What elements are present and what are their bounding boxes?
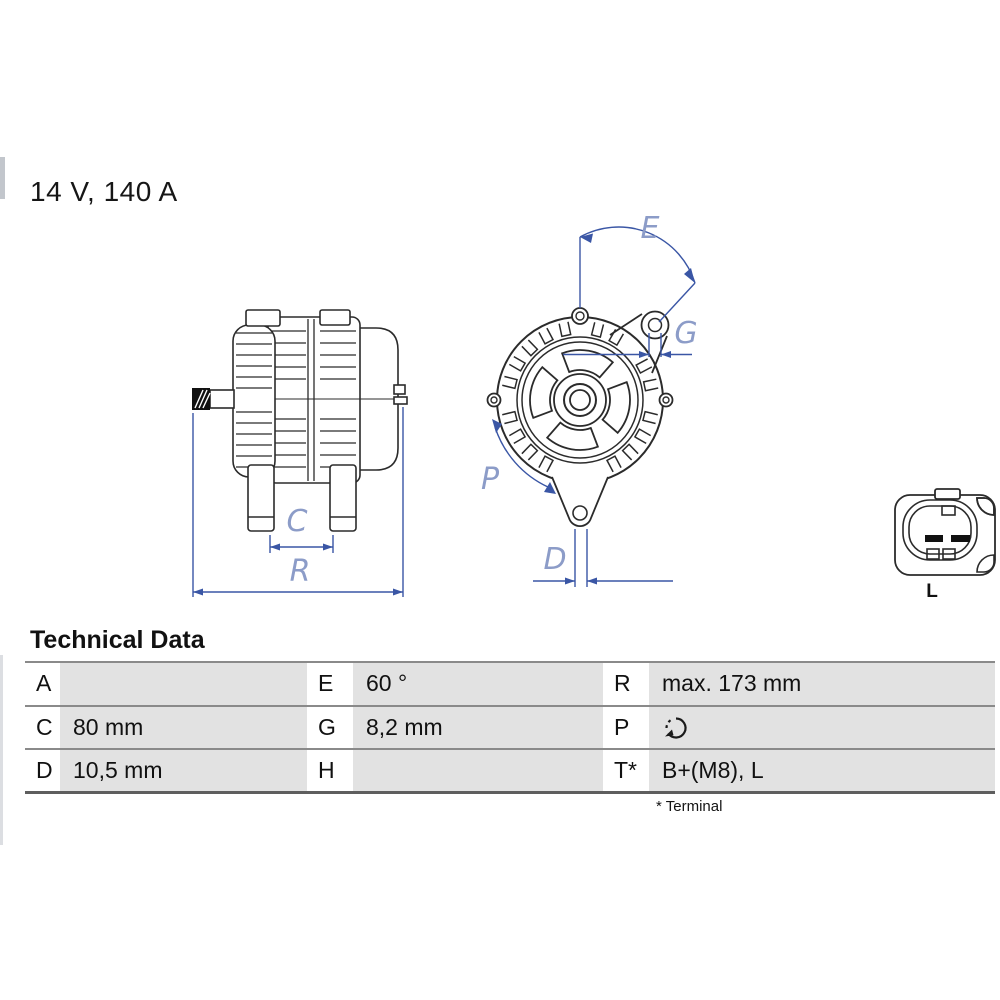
- dim-label-cell-a: A: [25, 663, 60, 705]
- table-row: [25, 750, 995, 794]
- dim-label-c: C: [286, 504, 308, 539]
- rating-text: 14 V, 140 A: [30, 176, 178, 207]
- dim-label-cell-r: R: [603, 663, 649, 705]
- dim-value-cell-a: [60, 663, 307, 705]
- dim-label-d: D: [543, 542, 567, 577]
- dim-value-cell-h: [353, 750, 603, 791]
- dim-label-p: P: [480, 462, 500, 497]
- technical-data-title: Technical Data: [30, 626, 205, 654]
- terminal-l-label: L: [926, 581, 938, 602]
- dim-label-e: E: [640, 211, 660, 246]
- dim-value-cell-g: 8,2 mm: [353, 707, 603, 749]
- dim-label-cell-d: D: [25, 750, 60, 791]
- page-edge-artifact: [0, 655, 3, 845]
- terminal-footnote: * Terminal: [656, 798, 723, 815]
- dim-label-cell-h: H: [307, 750, 353, 791]
- fan: [530, 350, 630, 450]
- mounting-foot-right: [330, 465, 356, 531]
- connector-top-tab: [935, 489, 960, 499]
- dim-label-cell-e: E: [307, 663, 353, 705]
- dim-value-cell-r: max. 173 mm: [649, 663, 995, 705]
- dim-label-cell-t: T*: [603, 750, 649, 791]
- page-edge-artifact: [0, 157, 5, 199]
- technical-data-table: [25, 661, 995, 794]
- shaft: [210, 390, 234, 408]
- pulley: [233, 325, 275, 477]
- pin-1: [925, 535, 943, 542]
- mounting-lug-top-left: [246, 310, 280, 326]
- bottom-arm: [552, 477, 608, 526]
- mounting-foot-left: [248, 465, 274, 531]
- dim-label-g: G: [674, 316, 698, 351]
- mounting-lug-top-right: [320, 310, 350, 325]
- pin-2: [951, 535, 970, 542]
- dim-value-cell-t: B+(M8), L: [649, 750, 995, 791]
- dim-label-cell-g: G: [307, 707, 353, 749]
- dim-value-cell-c: 80 mm: [60, 707, 307, 749]
- table-row: [25, 707, 995, 751]
- bplus-terminal: [394, 385, 405, 394]
- dim-label-cell-c: C: [25, 707, 60, 749]
- rotation-direction-icon: [662, 714, 689, 741]
- alternator-side-view-drawing: [180, 295, 415, 605]
- table-row: [25, 663, 995, 707]
- alternator-front-view-drawing: [470, 205, 710, 590]
- dim-label-cell-p: P: [603, 707, 649, 749]
- shaft-nut: [564, 384, 596, 416]
- dim-value-cell-d: 10,5 mm: [60, 750, 307, 791]
- dim-label-r: R: [289, 554, 311, 589]
- connector-drawing: [890, 485, 1000, 605]
- dim-value-cell-p: [649, 707, 995, 749]
- dim-value-cell-e: 60 °: [353, 663, 603, 705]
- bplus-terminal-stud: [394, 397, 407, 404]
